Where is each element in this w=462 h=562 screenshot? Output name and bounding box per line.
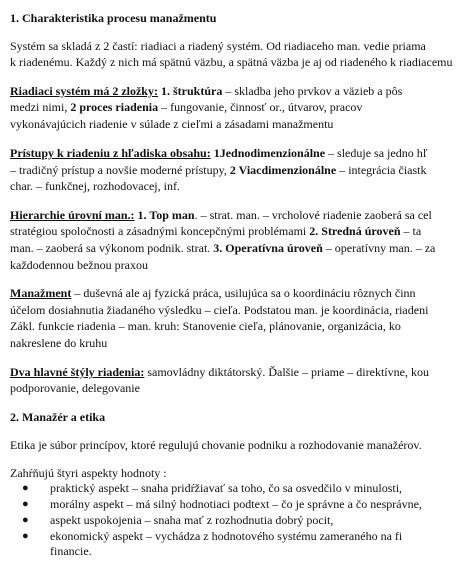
paragraph-8: Zahŕňujú štyri aspekty hodnoty : <box>10 466 167 480</box>
bullet-item-1: praktický aspekt – snaha pridŕžiavať sa toho, čo sa osvedčilo v minulosti, <box>50 481 403 495</box>
paragraph-4-heading: Hierarchie úrovní man.: <box>10 208 135 222</box>
paragraph-6-heading: Dva hlavné štýly riadenia: <box>10 365 145 379</box>
bullet-item-3: aspekt uspokojenia – snaha mať z rozhodnutia dobrý pocit, <box>50 513 334 527</box>
number-1: 1 <box>210 146 220 160</box>
paragraph-3-text: – tradičný prístup a novšie moderné prístupy, <box>10 163 230 177</box>
paragraph-4-line-3 <box>10 240 435 256</box>
paragraph-1-line-2: k riadenému. Každý z nich má spätnú väzbu, a spätná väzba je aj od riadeného k riadiacemu <box>10 55 453 69</box>
bullet-icon: ● <box>22 514 29 526</box>
term-jednodimenzionalne: Jednodimenzionálne <box>219 146 326 160</box>
paragraph-3-heading: Prístupy k riadeniu z hľadiska obsahu: <box>10 146 211 160</box>
bullet-item-4-continuation: financie. <box>50 544 92 558</box>
term-stredna-uroven: 2. Stredná úroveň <box>309 224 401 238</box>
paragraph-2-line-3: vykonávajúcich riadenie v súlade z cieľmi a zásadami manažmentu <box>10 117 334 131</box>
paragraph-6-line-1 <box>10 364 429 380</box>
paragraph-4-line-2 <box>10 223 421 239</box>
bullet-item-4: ekonomický aspekt – vychádza z hodnotového systému zameraného na fi <box>50 529 403 543</box>
paragraph-2-text: – fungovanie, činnosť or., útvarov, pracov <box>158 100 363 114</box>
paragraph-5-line-4: nakreslene do kruhu <box>10 336 108 350</box>
paragraph-4-text: . – strat. man. – vrcholové riadenie zaoberá sa cel <box>194 208 432 222</box>
term-struktura: 1. štruktúra <box>160 84 223 98</box>
paragraph-5-text: – duševná ale aj fyzická práca, usilujúca sa o koordináciu rôznych činn <box>71 286 416 300</box>
bullet-icon: ● <box>22 482 29 494</box>
term-top-man: 1. Top man <box>134 208 195 222</box>
paragraph-2-text: – skladba jeho prvkov a väzieb a pôs <box>222 84 403 98</box>
paragraph-4-text: – ta <box>400 224 422 238</box>
term-operativna-uroven: 3. Operatívna úroveň <box>213 241 323 255</box>
term-viacdimenzionalne: 2 Viacdimenzionálne <box>229 163 337 177</box>
paragraph-7: Etika je súbor princípov, ktoré regulujú chovanie podniku a rozhodovanie manažérov. <box>10 438 422 452</box>
paragraph-4-line-4: každodennou bežnou praxou <box>10 258 148 272</box>
paragraph-3-text: – sleduje sa jedno hľ <box>325 146 428 160</box>
paragraph-2-line-1 <box>10 83 402 99</box>
bullet-icon: ● <box>22 530 29 542</box>
section-2-title: 2. Manažér a etika <box>10 410 106 424</box>
paragraph-6-text: samovládny diktátorský. Ďalšie – priame – direktívne, kou <box>144 365 429 379</box>
section-1-title: 1. Charakteristika procesu manažmentu <box>10 11 217 25</box>
paragraph-3-line-3: char. – funkčnej, rozhodovacej, inf. <box>10 179 180 193</box>
paragraph-4-text: man. – zaoberá sa výkonom podnik. strat. <box>10 241 214 255</box>
paragraph-3-text: – integrácia čiastk <box>336 163 427 177</box>
paragraph-6-line-2: podporovanie, delegovanie <box>10 381 140 395</box>
bullet-item-2: morálny aspekt – má silný hodnotiaci podtext – čo je správne a čo nesprávne, <box>50 497 422 511</box>
paragraph-3-line-1 <box>10 145 428 161</box>
paragraph-2-heading: Riadiaci systém má 2 zložky: <box>10 84 158 98</box>
paragraph-2-text: medzi nimi, <box>10 100 71 114</box>
paragraph-2-line-2 <box>10 99 362 115</box>
paragraph-5-line-1 <box>10 285 416 301</box>
paragraph-5-line-3: Zákl. funkcie riadenia – man. kruh: Stanovenie cieľa, plánovanie, organizácia, ko <box>10 319 401 333</box>
paragraph-4-text: – operatívny man. – za <box>322 241 436 255</box>
bullet-icon: ● <box>22 498 29 510</box>
paragraph-5-line-2: účelom dosiahnutia žiadaného výsledku – cieľa. Podstatou man. je koordinácia, riadeni <box>10 303 429 317</box>
paragraph-4-text: stratégiou spoločnosti a zásadnými koncepčnými problémami <box>10 224 310 238</box>
paragraph-3-line-2 <box>10 162 426 178</box>
term-proces-riadenia: 2 proces riadenia <box>70 100 159 114</box>
paragraph-4-line-1 <box>10 207 432 223</box>
paragraph-1-line-1: Systém sa skladá z 2 častí: riadiaci a riadený systém. Od riadiaceho man. vedie priama <box>10 39 426 53</box>
paragraph-5-heading: Manažment <box>10 286 72 300</box>
